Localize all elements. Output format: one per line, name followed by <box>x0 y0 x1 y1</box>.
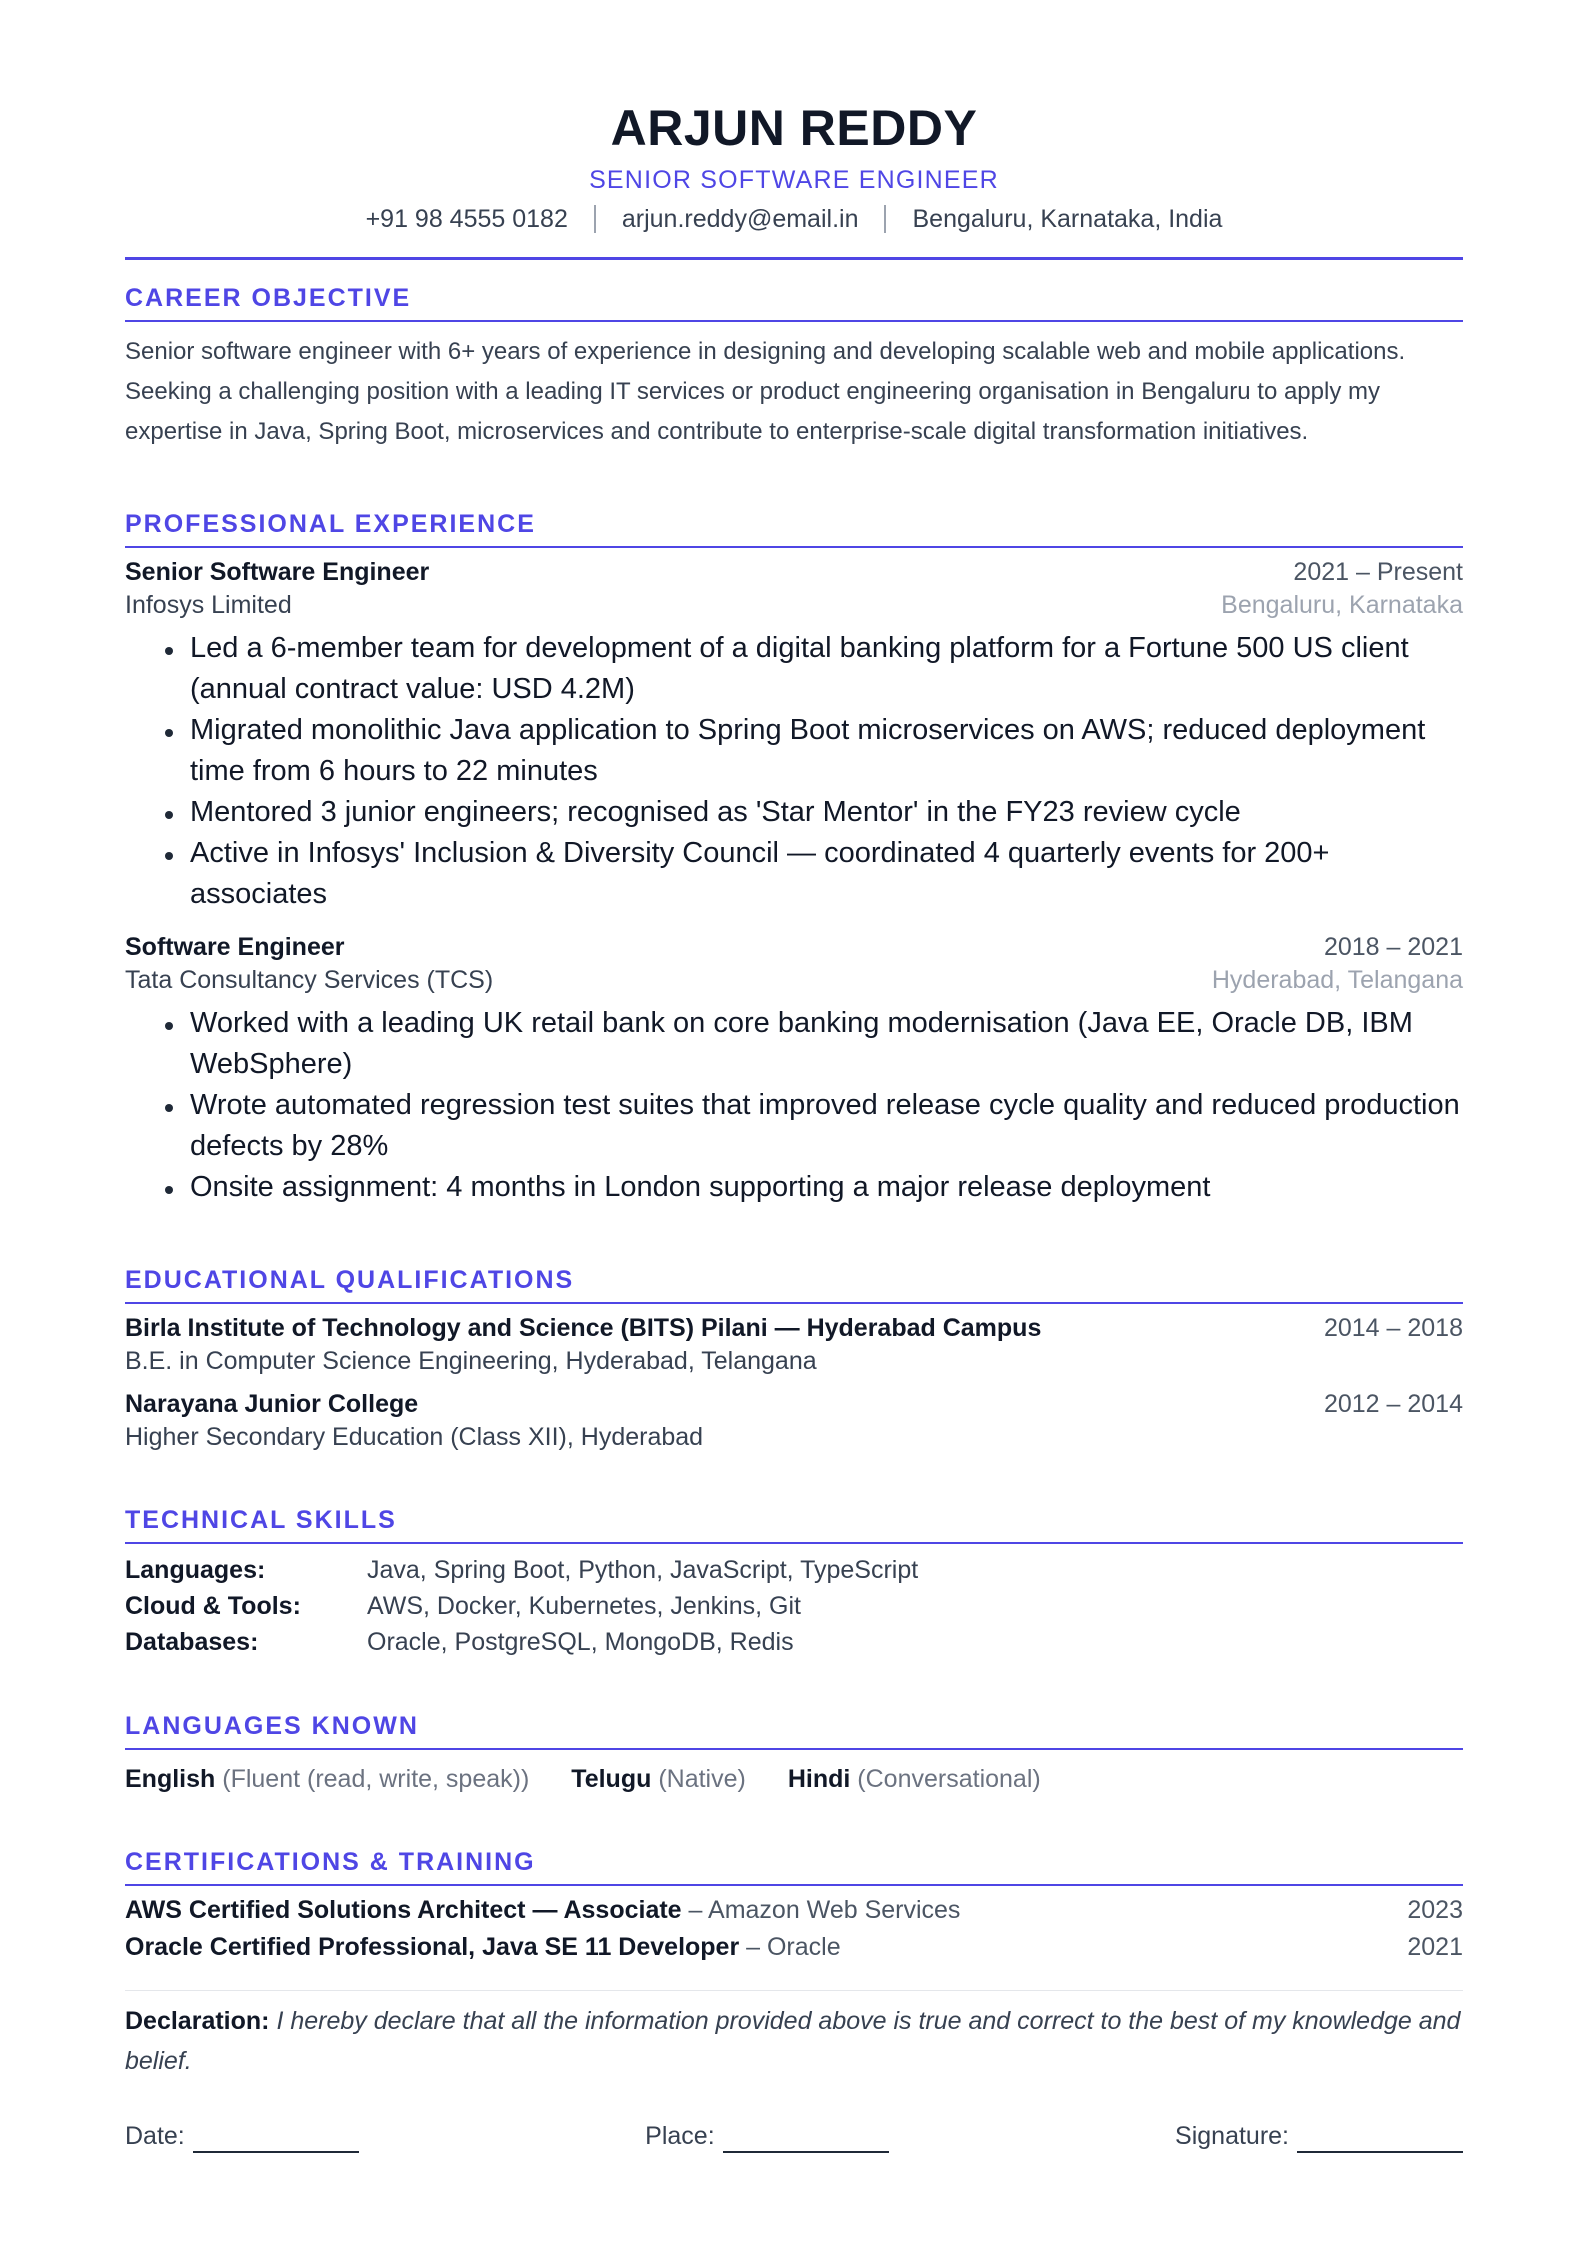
certification-issuer: – Oracle <box>746 1933 841 1961</box>
certification-name: Oracle Certified Professional, Java SE 11 Developer <box>125 1933 740 1961</box>
bullet-item: Led a 6-member team for development of a digital banking platform for a Fortune 500 US client (annual contract value: USD 4.2M) <box>165 628 1463 710</box>
header-divider <box>125 257 1463 260</box>
certification-year: 2021 <box>1407 1933 1463 1961</box>
certifications-section <box>125 1846 1463 1966</box>
section-divider <box>125 320 1463 322</box>
languages-section <box>125 1710 1463 1796</box>
job-bullets <box>125 1003 1463 1208</box>
education-entry <box>125 1312 1463 1378</box>
bullet-item: Migrated monolithic Java application to Spring Boot microservices on AWS; reduced deployment time from 6 hours to 22 minutes <box>165 710 1463 792</box>
job-dates: 2021 – Present <box>1293 558 1463 586</box>
bullet-item: Mentored 3 junior engineers; recognised as 'Star Mentor' in the FY23 review cycle <box>165 792 1463 833</box>
certification-item <box>125 1892 1463 1929</box>
job-entry <box>125 556 1463 915</box>
candidate-name: ARJUN REDDY <box>610 100 978 156</box>
job-location: Hyderabad, Telangana <box>1211 966 1463 994</box>
section-divider <box>125 1542 1463 1544</box>
place-blank-line <box>723 2127 889 2153</box>
language-item <box>571 1762 746 1796</box>
languages-list <box>125 1762 1463 1796</box>
job-title: Software Engineer <box>125 933 345 961</box>
company-name: Tata Consultancy Services (TCS) <box>125 966 494 994</box>
section-divider <box>125 546 1463 548</box>
experience-section <box>125 508 1463 1208</box>
skills-section <box>125 1504 1463 1660</box>
certification-name: AWS Certified Solutions Architect — Associate <box>125 1896 682 1924</box>
education-entry <box>125 1388 1463 1454</box>
education-dates: 2012 – 2014 <box>1323 1390 1463 1418</box>
education-section <box>125 1264 1463 1454</box>
certifications-list <box>125 1892 1463 1966</box>
bullet-item: Wrote automated regression test suites that improved release cycle quality and reduced production defects by 28% <box>165 1085 1463 1167</box>
skill-row <box>125 1624 1463 1660</box>
education-detail: Higher Secondary Education (Class XII), Hyderabad <box>125 1423 704 1451</box>
language-name: English <box>125 1765 216 1793</box>
section-heading: LANGUAGES KNOWN <box>125 1712 419 1740</box>
job-dates: 2018 – 2021 <box>1323 933 1463 961</box>
skill-values: Oracle, PostgreSQL, MongoDB, Redis <box>367 1628 794 1656</box>
language-level: (Conversational) <box>857 1765 1041 1793</box>
separator <box>594 205 596 233</box>
signature-field <box>1175 2119 1463 2153</box>
language-name: Telugu <box>571 1765 652 1793</box>
declaration-label: Declaration: <box>125 2007 270 2035</box>
date-field <box>125 2119 359 2153</box>
skill-values: Java, Spring Boot, Python, JavaScript, TypeScript <box>367 1556 919 1584</box>
section-heading: TECHNICAL SKILLS <box>125 1506 397 1534</box>
candidate-title: SENIOR SOFTWARE ENGINEER <box>589 166 999 194</box>
section-heading: CERTIFICATIONS & TRAINING <box>125 1848 536 1876</box>
skill-row <box>125 1588 1463 1624</box>
email: arjun.reddy@email.in <box>621 205 859 233</box>
separator <box>884 205 886 233</box>
place-label: Place: <box>645 2122 715 2150</box>
skill-category: Cloud & Tools: <box>125 1592 301 1620</box>
job-location: Bengaluru, Karnataka <box>1221 591 1463 619</box>
language-level: (Native) <box>658 1765 746 1793</box>
education-dates: 2014 – 2018 <box>1323 1314 1463 1342</box>
section-divider <box>125 1302 1463 1304</box>
objective-section <box>125 282 1463 452</box>
date-label: Date: <box>125 2122 185 2150</box>
job-title: Senior Software Engineer <box>125 558 430 586</box>
skill-values: AWS, Docker, Kubernetes, Jenkins, Git <box>367 1592 801 1620</box>
section-divider <box>125 1748 1463 1750</box>
signature-label: Signature: <box>1175 2122 1289 2150</box>
phone: +91 98 4555 0182 <box>365 205 568 233</box>
location: Bengaluru, Karnataka, India <box>912 205 1223 233</box>
section-heading: CAREER OBJECTIVE <box>125 284 412 312</box>
certification-issuer: – Amazon Web Services <box>688 1896 961 1924</box>
education-detail: B.E. in Computer Science Engineering, Hyderabad, Telangana <box>125 1347 817 1375</box>
declaration-text: I hereby declare that all the information provided above is true and correct to the best of my knowledge and belief. <box>125 2007 1461 2075</box>
place-field <box>645 2119 888 2153</box>
language-level: (Fluent (read, write, speak)) <box>222 1765 530 1793</box>
language-item <box>788 1762 1041 1796</box>
institution-name: Narayana Junior College <box>125 1390 419 1418</box>
company-name: Infosys Limited <box>125 591 292 619</box>
bullet-item: Active in Infosys' Inclusion & Diversity Council — coordinated 4 quarterly events for 200+ associates <box>165 833 1463 915</box>
skills-table <box>125 1552 1463 1660</box>
divider <box>125 1990 1463 1991</box>
resume-header <box>125 0 1463 260</box>
skill-category: Databases: <box>125 1628 259 1656</box>
language-item <box>125 1762 529 1796</box>
job-entry <box>125 931 1463 1208</box>
signature-blank-line <box>1297 2127 1463 2153</box>
bullet-item: Worked with a leading UK retail bank on core banking modernisation (Java EE, Oracle DB, IBM WebSphere) <box>165 1003 1463 1085</box>
bullet-item: Onsite assignment: 4 months in London supporting a major release deployment <box>165 1167 1463 1208</box>
section-heading: PROFESSIONAL EXPERIENCE <box>125 510 536 538</box>
language-name: Hindi <box>787 1765 851 1793</box>
section-heading: EDUCATIONAL QUALIFICATIONS <box>125 1266 575 1294</box>
skill-row <box>125 1552 1463 1588</box>
section-divider <box>125 1884 1463 1886</box>
objective-text: Senior software engineer with 6+ years of experience in designing and developing scalable web and mobile applications. Seeking a challenging position with a leading IT services or product engineering organisation in Bengaluru to apply my expertise in Java, Spring Boot, microservices and contribute to enterprise-scale digital transformation initiatives. <box>125 338 1406 445</box>
date-blank-line <box>193 2127 359 2153</box>
institution-name: Birla Institute of Technology and Science (BITS) Pilani — Hyderabad Campus <box>125 1314 1042 1342</box>
signoff-row <box>125 2119 1463 2153</box>
certification-item <box>125 1929 1463 1966</box>
certification-year: 2023 <box>1407 1896 1463 1924</box>
skill-category: Languages: <box>125 1556 266 1584</box>
contact-line <box>125 202 1463 236</box>
declaration <box>125 2001 1463 2081</box>
job-bullets <box>125 628 1463 915</box>
